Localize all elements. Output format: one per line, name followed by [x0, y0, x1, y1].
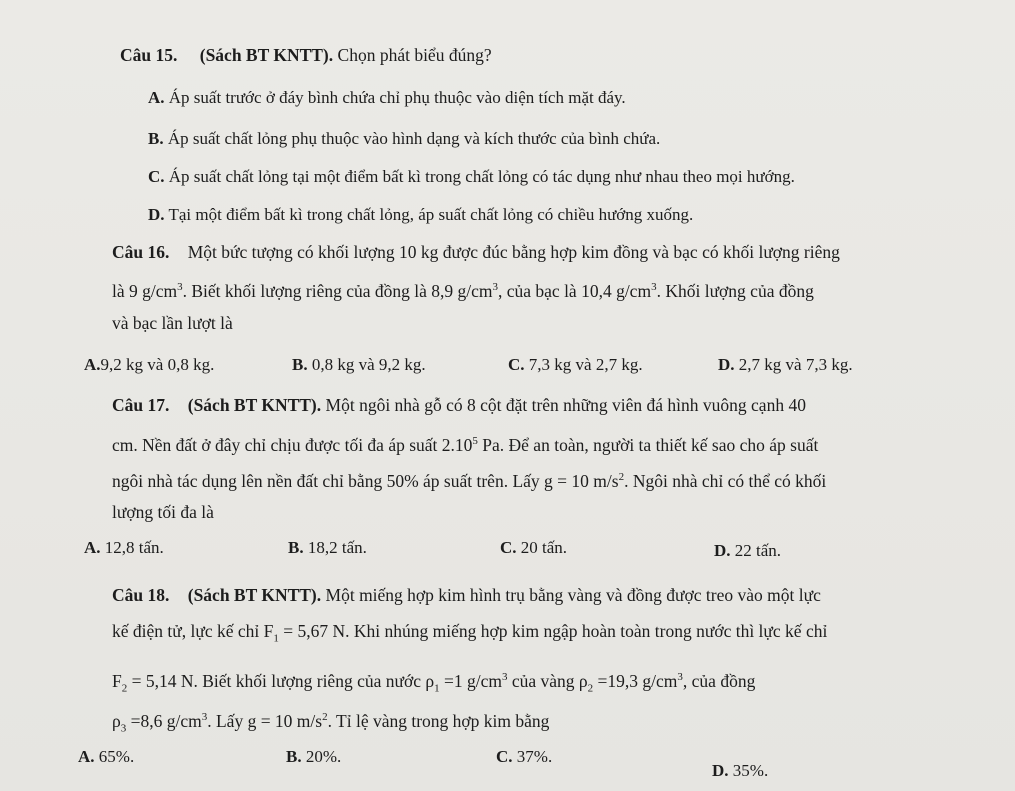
q18-line-2: kế điện tử, lực kế chỉ $F_1 = 5,67$ N. Khi nhúng miếng hợp kim ngập hoàn toàn trong nước thì lực kế chỉ	[112, 621, 828, 645]
q17-option-b: B. 18,2 tấn.	[288, 538, 367, 557]
q16-line-2: là 9 $g/cm^3$. Biết khối lượng riêng của đồng là 8,9 $g/cm^3$, của bạc là 10,4 $g/cm^3$. Khối lượng của đồng	[112, 280, 814, 301]
q15-option-d: D. Tại một điểm bất kì trong chất lỏng, áp suất chất lỏng có chiều hướng xuống.	[148, 205, 694, 224]
q17-option-d: D. 22 tấn.	[714, 541, 782, 560]
q15-source: (Sách BT KNTT).	[199, 45, 334, 65]
q17-line-1: Câu 17. (Sách BT KNTT). Một ngôi nhà gỗ có 8 cột đặt trên những viên đá hình vuông cạnh 40	[112, 395, 806, 415]
q18-source: (Sách BT KNTT).	[187, 585, 322, 605]
q17-line-4: lượng tối đa là	[112, 502, 214, 522]
q15-option-a: A. Áp suất trước ở đáy bình chứa chỉ phụ thuộc vào diện tích mặt đáy.	[148, 88, 626, 107]
q15-header	[120, 44, 492, 66]
q16-option-d: D. 2,7 kg và 7,3 kg.	[718, 355, 853, 374]
q18-number: Câu 18.	[112, 585, 170, 605]
q17-option-a: A. 12,8 tấn.	[84, 538, 164, 557]
q18-line-3: $F_2 = 5,14$ N. Biết khối lượng riêng của nước $\rho_1 =1$ $g/cm^3$ của vàng $\rho_2 =19,3$ $g/cm^3$, của đồng	[112, 670, 756, 695]
q16-option-a: A.9,2 kg và 0,8 kg.	[84, 355, 215, 374]
q18-line-4: $\rho_3 =8,6$ $g/cm^3$. Lấy g = 10 $m/s^2$. Tỉ lệ vàng trong hợp kim bằng	[112, 710, 550, 735]
q16-option-b: B. 0,8 kg và 9,2 kg.	[292, 355, 426, 374]
q16-option-c: C. 7,3 kg và 2,7 kg.	[508, 355, 643, 374]
q17-number: Câu 17.	[112, 395, 170, 415]
q18-option-a: A. 65%.	[78, 747, 135, 766]
q17-line-3: ngôi nhà tác dụng lên nền đất chỉ bằng 50% áp suất trên. Lấy g = 10 $m/s^2$. Ngôi nhà chỉ có thể có khối	[112, 470, 827, 491]
q15-number: Câu 15.	[120, 45, 178, 65]
q15-stem: Chọn phát biểu đúng?	[337, 45, 492, 65]
q17-line-2: cm. Nền đất ở đây chỉ chịu được tối đa áp suất 2.10$^5$ Pa. Để an toàn, người ta thiết kế sao cho áp suất	[112, 434, 819, 455]
q15-option-b: B. Áp suất chất lỏng phụ thuộc vào hình dạng và kích thước của bình chứa.	[148, 129, 661, 148]
q18-option-b: B. 20%.	[286, 747, 342, 766]
q18-option-c: C. 37%.	[496, 747, 553, 766]
q16-number: Câu 16.	[112, 242, 170, 262]
q16-line-3: và bạc lần lượt là	[112, 313, 233, 333]
q17-source: (Sách BT KNTT).	[187, 395, 322, 415]
q17-option-c: C. 20 tấn.	[500, 538, 568, 557]
q18-line-1: Câu 18. (Sách BT KNTT). Một miếng hợp kim hình trụ bằng vàng và đồng được treo vào một lực	[112, 585, 821, 605]
q15-option-c: C. Áp suất chất lỏng tại một điểm bất kì trong chất lỏng có tác dụng như nhau theo mọi hướng.	[148, 167, 795, 186]
q18-option-d: D. 35%.	[712, 761, 769, 780]
q16-line-1: Câu 16. Một bức tượng có khối lượng 10 kg được đúc bằng hợp kim đồng và bạc có khối lượng riêng	[112, 242, 840, 262]
